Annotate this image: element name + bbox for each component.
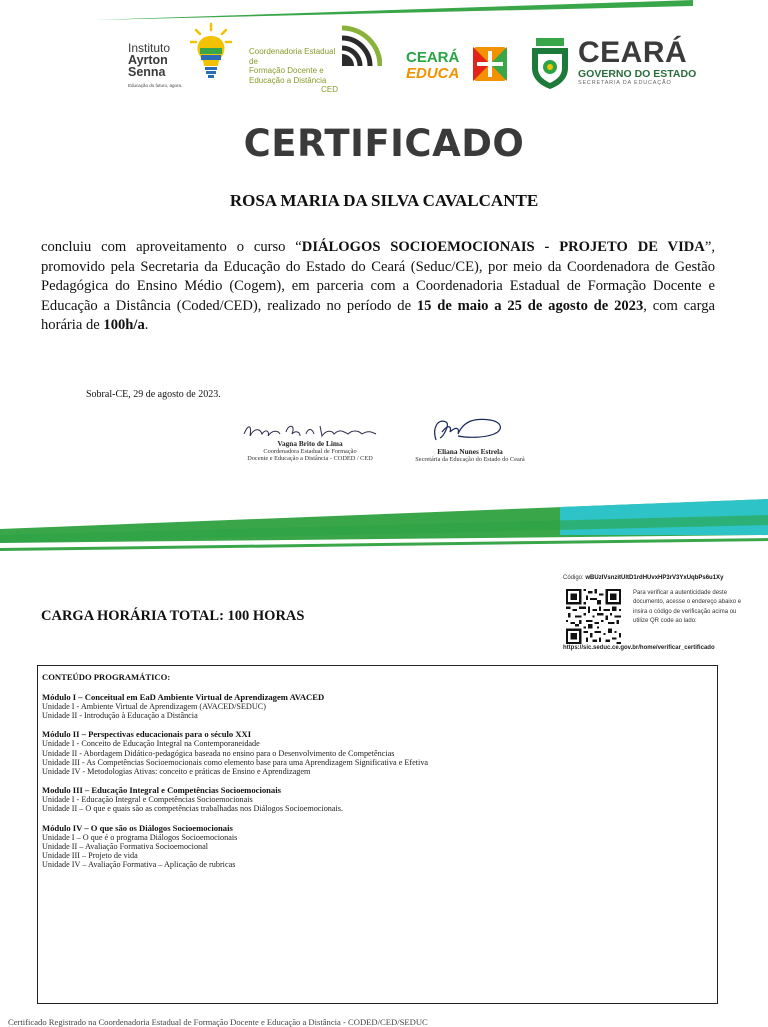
ced-logo-text (249, 47, 344, 95)
body-part: , com carga horária de (41, 297, 715, 333)
course-content-box (37, 665, 718, 1004)
ceara-coat-of-arms-icon (528, 38, 572, 90)
signature-block-2 (395, 448, 545, 463)
module-unit: Unidade IV – Avaliação Formativa – Aplicação de rubricas (42, 860, 236, 870)
gov-secretaria: SECRETARIA DA EDUCAÇÃO (578, 80, 672, 86)
signatory-name-1: Vagna Brito de Lima (277, 439, 343, 448)
body-part: concluiu com aproveitamento o curso “ (41, 239, 302, 255)
signature-eliana-estrela (428, 414, 508, 446)
body-part: ”, promovido pela Secretaria da Educação do Estado do Ceará (Seduc/CE), por meio da Coordenadora de Gestão Pedagógica do Ensino Médio (Cogem), em parceria com a Coordenadoria Estadual de Formação Docente e Educação a Distância (Coded/CED), realizado no período de (41, 239, 715, 314)
content-title: CONTEÚDO PROGRAMÁTICO: (42, 672, 171, 682)
module-unit: Unidade I – O que é o programa Diálogos Socioemocionais (42, 832, 238, 842)
signatory-role-2: Secretária da Educação do Estado do Ceará (415, 455, 525, 463)
ceara-educa-line-2: EDUCA (406, 65, 460, 82)
qr-code[interactable] (566, 589, 621, 644)
footer-registration-note: Certificado Registrado na Coordenadoria Estadual de Formação Docente e Educação a Distância - CODED/CED/SEDUC (8, 1017, 428, 1027)
ceara-educa-line-1: CEARÁ (406, 49, 460, 66)
ced-signal-icon (340, 24, 382, 68)
course-name: DIÁLOGOS SOCIOEMOCIONAIS - PROJETO DE VIDA (301, 239, 705, 255)
ced-line: Educação a Distância (249, 75, 327, 85)
module-unit: Unidade II - Abordagem Didático-pedagógica baseada no ensino para o Desenvolvimento de Competências (42, 748, 395, 758)
ced-short: CED (321, 85, 338, 94)
module-title: Modulo III – Educação Integral e Competências Socioemocionais (42, 785, 281, 796)
ced-line: Coordenadoria Estadual de (249, 47, 336, 66)
verification-code-label: Código: (563, 575, 584, 581)
gov-ceara-title: CEARÁ (578, 36, 688, 69)
module-2 (42, 729, 717, 776)
ced-line: Formação Docente e (249, 66, 324, 75)
signatory-role-1a: Coordenadora Estadual de Formação (263, 447, 357, 455)
module-3 (42, 785, 717, 813)
recipient-name: ROSA MARIA DA SILVA CAVALCANTE (229, 191, 539, 210)
module-4 (42, 823, 717, 870)
ceara-educa-emblem-icon (473, 47, 507, 81)
module-unit: Unidade III - As Competências Socioemocionais como elemento base para uma Aprendizagem Significativa e Efetiva (42, 757, 429, 767)
instituto-line-1: Instituto (128, 41, 171, 55)
instituto-tagline: Educação do futuro, agora. (128, 83, 183, 88)
lightbulb-icon (190, 22, 232, 84)
instituto-line-3: Senna (128, 65, 166, 79)
instituto-ayrton-senna-logo (128, 42, 170, 78)
signatory-role-1b: Docente e Educação a Distância - CODED / CED (247, 455, 373, 462)
module-1 (42, 692, 717, 720)
governo-do-estado-logo (578, 38, 696, 86)
decorative-band (0, 485, 768, 555)
certificate-body (41, 238, 715, 336)
place-date: Sobral-CE, 29 de agosto de 2023. (86, 389, 221, 400)
course-period: 15 de maio a 25 de agosto de 2023 (416, 297, 644, 314)
module-unit: Unidade II – Avaliação Formativa Socioemocional (42, 841, 209, 851)
verification-url-link[interactable]: https://sic.seduc.ce.gov.br/home/verificar_certificado (563, 645, 715, 651)
ceara-educa-logo (406, 50, 459, 82)
instituto-line-2: Ayrton (128, 53, 168, 67)
module-title: Módulo I – Conceitual em EaD Ambiente Virtual de Aprendizagem AVACED (42, 692, 325, 702)
signatory-name-2: Eliana Nunes Estrela (437, 447, 503, 456)
verification-code-value: wBUzIVsnzitUltD1rdHUvxHP3rV3YxUqbPs6u1Xy (585, 575, 724, 581)
module-unit: Unidade I - Educação Integral e Competências Socioemocionais (42, 795, 253, 805)
body-part: . (144, 317, 149, 333)
module-title: Módulo II – Perspectivas educacionais para o século XXI (42, 729, 252, 740)
verification-code (563, 575, 723, 581)
course-hours: 100h/a (103, 317, 145, 333)
signature-block-1 (230, 440, 390, 463)
module-unit: Unidade I - Conceito de Educação Integral na Contemporaneidade (42, 739, 260, 749)
module-unit: Unidade IV - Metodologias Ativas: conceito e práticas de Ensino e Aprendizagem (42, 767, 311, 777)
module-unit: Unidade I - Ambiente Virtual de Aprendizagem (AVACED/SEDUC) (42, 702, 266, 711)
module-unit: Unidade III – Projeto de vida (42, 851, 138, 861)
total-hours: CARGA HORÁRIA TOTAL: 100 HORAS (41, 608, 305, 624)
gov-subtitle: GOVERNO DO ESTADO (578, 68, 697, 80)
top-green-stripe (95, 0, 693, 20)
certificate-title: CERTIFICADO (243, 122, 525, 165)
module-unit: Unidade II - Introdução à Educação a Distância (42, 711, 198, 721)
module-title: Módulo IV – O que são os Diálogos Socioemocionais (42, 822, 233, 833)
module-unit: Unidade II – O que e quais são as competências trabalhadas nos Diálogos Socioemocionais. (42, 804, 344, 814)
verification-instructions: Para verificar a autenticidade deste documento, acesse o endereço abaixo e insira o código de verificação acima ou utilize QR code ao lado: (633, 590, 742, 624)
